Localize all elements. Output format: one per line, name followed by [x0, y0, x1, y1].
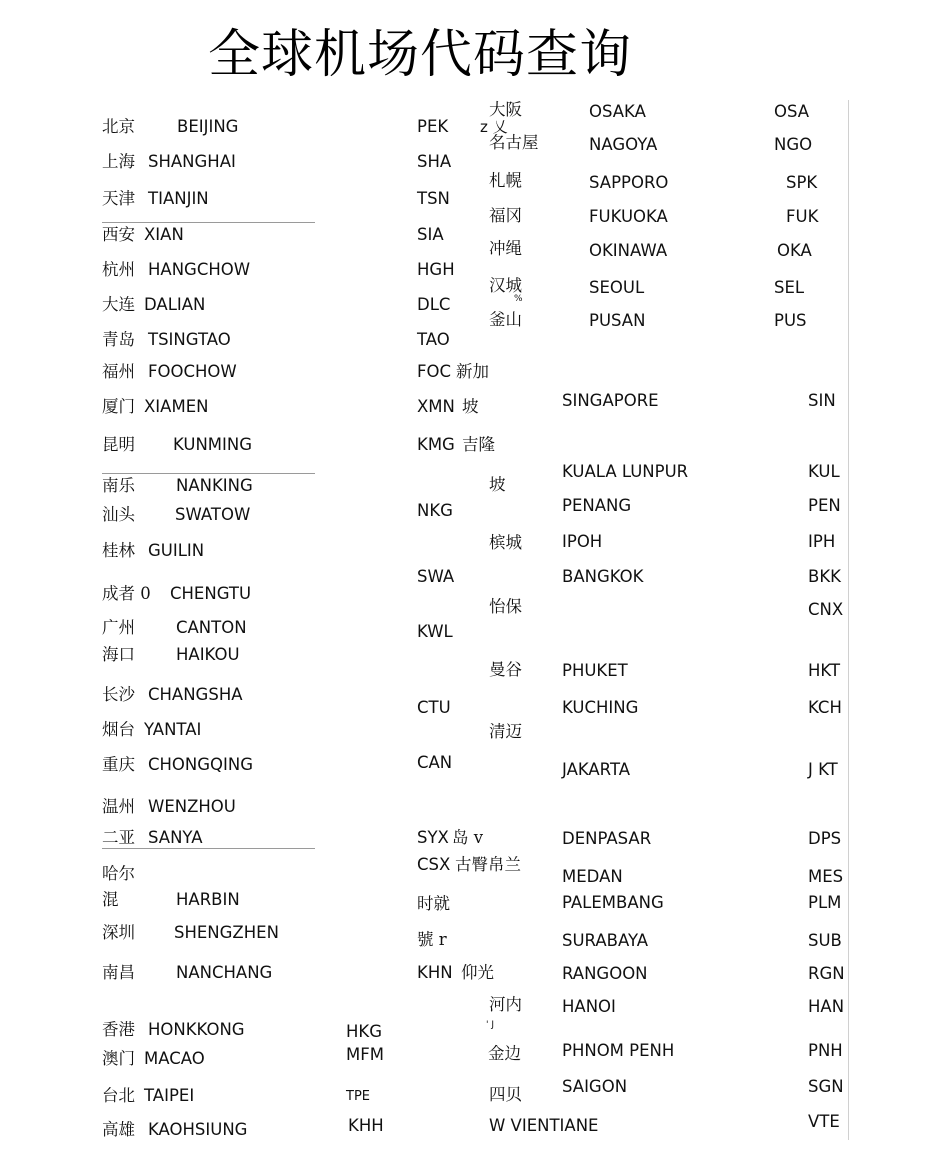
city-cn: 西安: [102, 225, 135, 244]
city-en: NANKING: [176, 476, 253, 495]
page-title: 全球机场代码查询: [208, 25, 633, 85]
city-en: PHNOM PENH: [562, 1041, 675, 1060]
divider: [102, 473, 315, 474]
city-en: MEDAN: [562, 867, 623, 886]
city-en: KUCHING: [562, 698, 639, 717]
city-en: CANTON: [176, 618, 247, 637]
city-en: JAKARTA: [562, 760, 631, 779]
city-en: DENPASAR: [562, 829, 652, 848]
airport-code: SGN: [808, 1077, 844, 1096]
city-en: OSAKA: [589, 102, 646, 121]
airport-code: HKT: [808, 661, 841, 680]
city-cn: 上海: [102, 152, 135, 171]
airport-code: KWL: [417, 622, 453, 641]
city-en: SANYA: [148, 828, 203, 847]
airport-code: PLM: [808, 893, 842, 912]
city-en: XIAMEN: [144, 397, 209, 416]
city-cn: 海口: [102, 645, 135, 664]
city-en: SURABAYA: [562, 931, 649, 950]
city-en: HAIKOU: [176, 645, 240, 664]
airport-code: XMN: [417, 397, 455, 416]
city-en: HONKKONG: [148, 1020, 245, 1039]
airport-code: PEN: [808, 496, 841, 515]
city-en: PENANG: [562, 496, 632, 515]
city-en: FUKUOKA: [589, 207, 668, 226]
city-en: FOOCHOW: [148, 362, 237, 381]
city-cn: 坡: [462, 397, 479, 416]
city-cn: 温州: [102, 797, 135, 816]
city-en: CHONGQING: [148, 755, 254, 774]
airport-code: SIA: [417, 225, 444, 244]
city-cn: 澳门: [102, 1049, 135, 1068]
airport-code: SUB: [808, 931, 842, 950]
airport-code: RGN: [808, 964, 845, 983]
city-en: PHUKET: [562, 661, 628, 680]
city-cn: 釜山: [489, 310, 522, 329]
city-cn: 福州: [102, 362, 135, 381]
airport-code: CNX: [808, 600, 844, 619]
city-cn: 台北: [102, 1086, 135, 1105]
airport-code: VTE: [808, 1112, 840, 1131]
airport-code: SPK: [786, 173, 818, 192]
city-cn: 吉隆: [462, 435, 495, 454]
airport-code: CAN: [417, 753, 453, 772]
airport-code: CTU: [417, 698, 451, 717]
city-en: XIAN: [144, 225, 184, 244]
airport-code: NGO: [774, 135, 813, 154]
city-cn: 二亚: [102, 828, 135, 847]
airport-code: MES: [808, 867, 844, 886]
city-cn: 冲绳: [489, 239, 522, 258]
airport-code: SEL: [774, 278, 805, 297]
city-cn: 坡: [489, 475, 506, 494]
airport-code: PNH: [808, 1041, 843, 1060]
city-en: BEIJING: [177, 117, 239, 136]
city-en: NANCHANG: [176, 963, 273, 982]
city-cn: 天津: [102, 189, 135, 208]
airport-code: SYX: [417, 828, 449, 847]
airport-code: CSX: [417, 855, 451, 874]
city-en: SEOUL: [589, 278, 645, 297]
city-en: SWATOW: [175, 505, 251, 524]
city-en: OKINAWA: [589, 241, 668, 260]
airport-code: HAN: [808, 997, 845, 1016]
airport-code: SHA: [417, 152, 452, 171]
city-en: TAIPEI: [144, 1086, 195, 1105]
city-cn: 岛 v: [452, 828, 484, 847]
airport-code: IPH: [808, 532, 836, 551]
city-cn: 长沙: [102, 685, 135, 704]
city-en: WENZHOU: [148, 797, 236, 816]
city-cn: 昆明: [102, 435, 135, 454]
city-cn: 厦门: [102, 397, 135, 416]
city-en: KUNMING: [173, 435, 253, 454]
city-cn: 重庆: [102, 755, 135, 774]
city-cn: 汉城: [489, 276, 522, 295]
city-cn: 成者 0: [102, 584, 151, 603]
city-cn: 混: [102, 890, 119, 909]
airport-code: FUK: [786, 207, 819, 226]
city-en: HANGCHOW: [148, 260, 251, 279]
city-cn: 福冈: [489, 206, 522, 225]
airport-code: PUS: [774, 311, 807, 330]
city-cn: 清迈: [489, 722, 522, 741]
city-en: PALEMBANG: [562, 893, 664, 912]
city-en: SAIGON: [562, 1077, 628, 1096]
city-cn: 大连: [102, 295, 135, 314]
airport-code: MFM: [346, 1045, 384, 1064]
airport-code: KHN: [417, 963, 453, 982]
city-cn: 金边: [488, 1044, 521, 1063]
city-en: DALIAN: [144, 295, 206, 314]
city-cn: 广州: [102, 618, 135, 637]
city-cn: 烟台: [102, 720, 135, 739]
airport-code: HGH: [417, 260, 455, 279]
airport-code: BKK: [808, 567, 841, 586]
airport-code: KCH: [808, 698, 842, 717]
airport-code: OKA: [777, 241, 812, 260]
airport-code: KHH: [348, 1116, 384, 1135]
city-cn: 古臀帛兰: [455, 855, 521, 874]
city-en: BANGKOK: [562, 567, 644, 586]
city-cn: 南昌: [102, 963, 135, 982]
city-en: PUSAN: [589, 311, 646, 330]
airport-code: DLC: [417, 295, 451, 314]
city-en: CHANGSHA: [148, 685, 243, 704]
airport-code: OSA: [774, 102, 810, 121]
city-en: SHANGHAI: [148, 152, 236, 171]
airport-code: 號 r: [417, 930, 447, 949]
city-cn: 怡保: [489, 597, 522, 616]
city-en: IPOH: [562, 532, 603, 551]
city-en: MACAO: [144, 1049, 205, 1068]
airport-code: J KT: [808, 760, 838, 779]
city-cn: 札幌: [489, 171, 522, 190]
airport-code: FOC: [417, 362, 451, 381]
city-cn: 青岛: [102, 330, 135, 349]
airport-code: DPS: [808, 829, 842, 848]
city-cn: 四贝: [489, 1085, 522, 1104]
city-en: NAGOYA: [589, 135, 658, 154]
airport-code: HKG: [346, 1022, 383, 1041]
city-en: KUALA LUNPUR: [562, 462, 689, 481]
city-en: KAOHSIUNG: [148, 1120, 248, 1139]
city-en: SHENGZHEN: [174, 923, 279, 942]
airport-code: KMG: [417, 435, 455, 454]
city-en: SAPPORO: [589, 173, 669, 192]
city-cn: 仰光: [461, 963, 494, 982]
city-en: HARBIN: [176, 890, 240, 909]
city-cn: 汕头: [102, 505, 135, 524]
airport-code: KUL: [808, 462, 840, 481]
city-en: GUILIN: [148, 541, 205, 560]
city-en: RANGOON: [562, 964, 648, 983]
city-cn: 槟城: [489, 533, 522, 552]
city-cn: 新加: [456, 362, 489, 381]
airport-code: TSN: [417, 189, 450, 208]
city-cn: %: [514, 294, 523, 304]
city-en: TSINGTAO: [148, 330, 231, 349]
city-cn: 深圳: [102, 923, 135, 942]
city-en: YANTAI: [144, 720, 202, 739]
city-en: SINGAPORE: [562, 391, 659, 410]
city-en: W VIENTIANE: [489, 1116, 599, 1135]
divider: [102, 222, 315, 223]
airport-code: SIN: [808, 391, 836, 410]
city-cn: 河内: [489, 995, 522, 1014]
city-cn: 曼谷: [489, 660, 522, 679]
city-cn: 南乐: [102, 476, 135, 495]
airport-code: TAO: [417, 330, 450, 349]
city-cn: 桂林: [102, 541, 135, 560]
city-cn: 哈尔: [102, 864, 135, 883]
city-cn: 大阪: [489, 100, 522, 119]
city-cn: 北京: [102, 117, 135, 136]
city-en: CHENGTU: [170, 584, 252, 603]
airport-code: NKG: [417, 501, 453, 520]
airport-code: 时就: [417, 894, 450, 913]
airport-code: PEK: [417, 117, 449, 136]
city-cn: 高雄: [102, 1120, 135, 1139]
city-cn: ' J: [486, 1020, 494, 1030]
right-border: [848, 100, 849, 1140]
city-en: TIANJIN: [148, 189, 209, 208]
city-cn: 杭州: [102, 260, 135, 279]
airport-code: SWA: [417, 567, 455, 586]
airport-code: TPE: [346, 1089, 370, 1104]
city-cn: 名古屋: [489, 133, 539, 152]
divider: [102, 848, 315, 849]
city-cn: z 乂: [480, 118, 508, 136]
city-cn: 香港: [102, 1020, 135, 1039]
city-en: HANOI: [562, 997, 616, 1016]
